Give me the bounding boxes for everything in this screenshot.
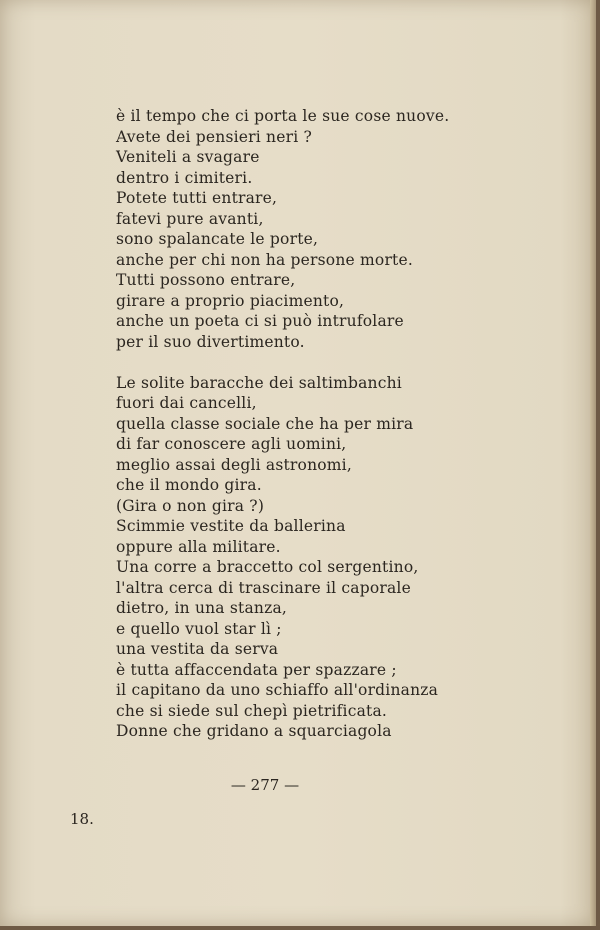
page-number: — 277 —	[230, 776, 300, 794]
stanza-1	[116, 106, 450, 352]
poem-line: Potete tutti entrare,	[116, 189, 278, 207]
page-edge	[590, 0, 596, 926]
poem-line: girare a proprio piacimento,	[116, 291, 345, 310]
poem-line: di far conoscere agli uomini,	[116, 435, 347, 453]
poem-line: quella classe sociale che ha per mira	[116, 414, 414, 433]
poem-line: è tutta affaccendata per spazzare ;	[116, 660, 397, 679]
poem-line: anche un poeta ci si può intrufolare	[116, 312, 404, 330]
poem-line: il capitano da uno schiaffo all'ordinanza	[116, 681, 439, 699]
poem-text	[116, 106, 450, 742]
signature-mark: 18.	[70, 810, 94, 828]
poem-line: e quello vuol star lì ;	[116, 619, 282, 638]
poem-line: fuori dai cancelli,	[116, 394, 257, 412]
poem-line: che si siede sul chepì pietrificata.	[116, 701, 388, 720]
stanza-2	[116, 373, 446, 742]
poem-line: (Gira o non gira ?)	[116, 496, 265, 515]
poem-line: l'altra cerca di trascinare il caporale	[116, 578, 411, 597]
poem-line: Donne che gridano a squarciagola	[116, 722, 392, 740]
poem-line: anche per chi non ha persone morte.	[116, 250, 413, 269]
poem-line: per il suo divertimento.	[116, 332, 305, 351]
poem-line: Le solite baracche dei saltimbanchi	[116, 373, 402, 392]
poem-line: Scimmie vestite da ballerina	[116, 517, 346, 535]
poem-line: Una corre a braccetto col sergentino,	[116, 558, 419, 576]
poem-line: che il mondo gira.	[116, 476, 262, 494]
poem-line: dentro i cimiteri.	[116, 168, 253, 187]
poem-line: Tutti possono entrare,	[116, 271, 296, 289]
poem-line: una vestita da serva	[116, 640, 279, 658]
poem-line: oppure alla militare.	[116, 537, 281, 556]
poem-line: meglio assai degli astronomi,	[116, 455, 352, 474]
poem-line: fatevi pure avanti,	[116, 209, 264, 228]
poem-line: Avete dei pensieri neri ?	[116, 127, 313, 146]
poem-line: sono spalancate le porte,	[116, 230, 319, 248]
poem-line: è il tempo che ci porta le sue cose nuove.	[116, 107, 450, 125]
poem-line: Veniteli a svagare	[116, 148, 260, 166]
poem-line: dietro, in una stanza,	[116, 599, 288, 617]
